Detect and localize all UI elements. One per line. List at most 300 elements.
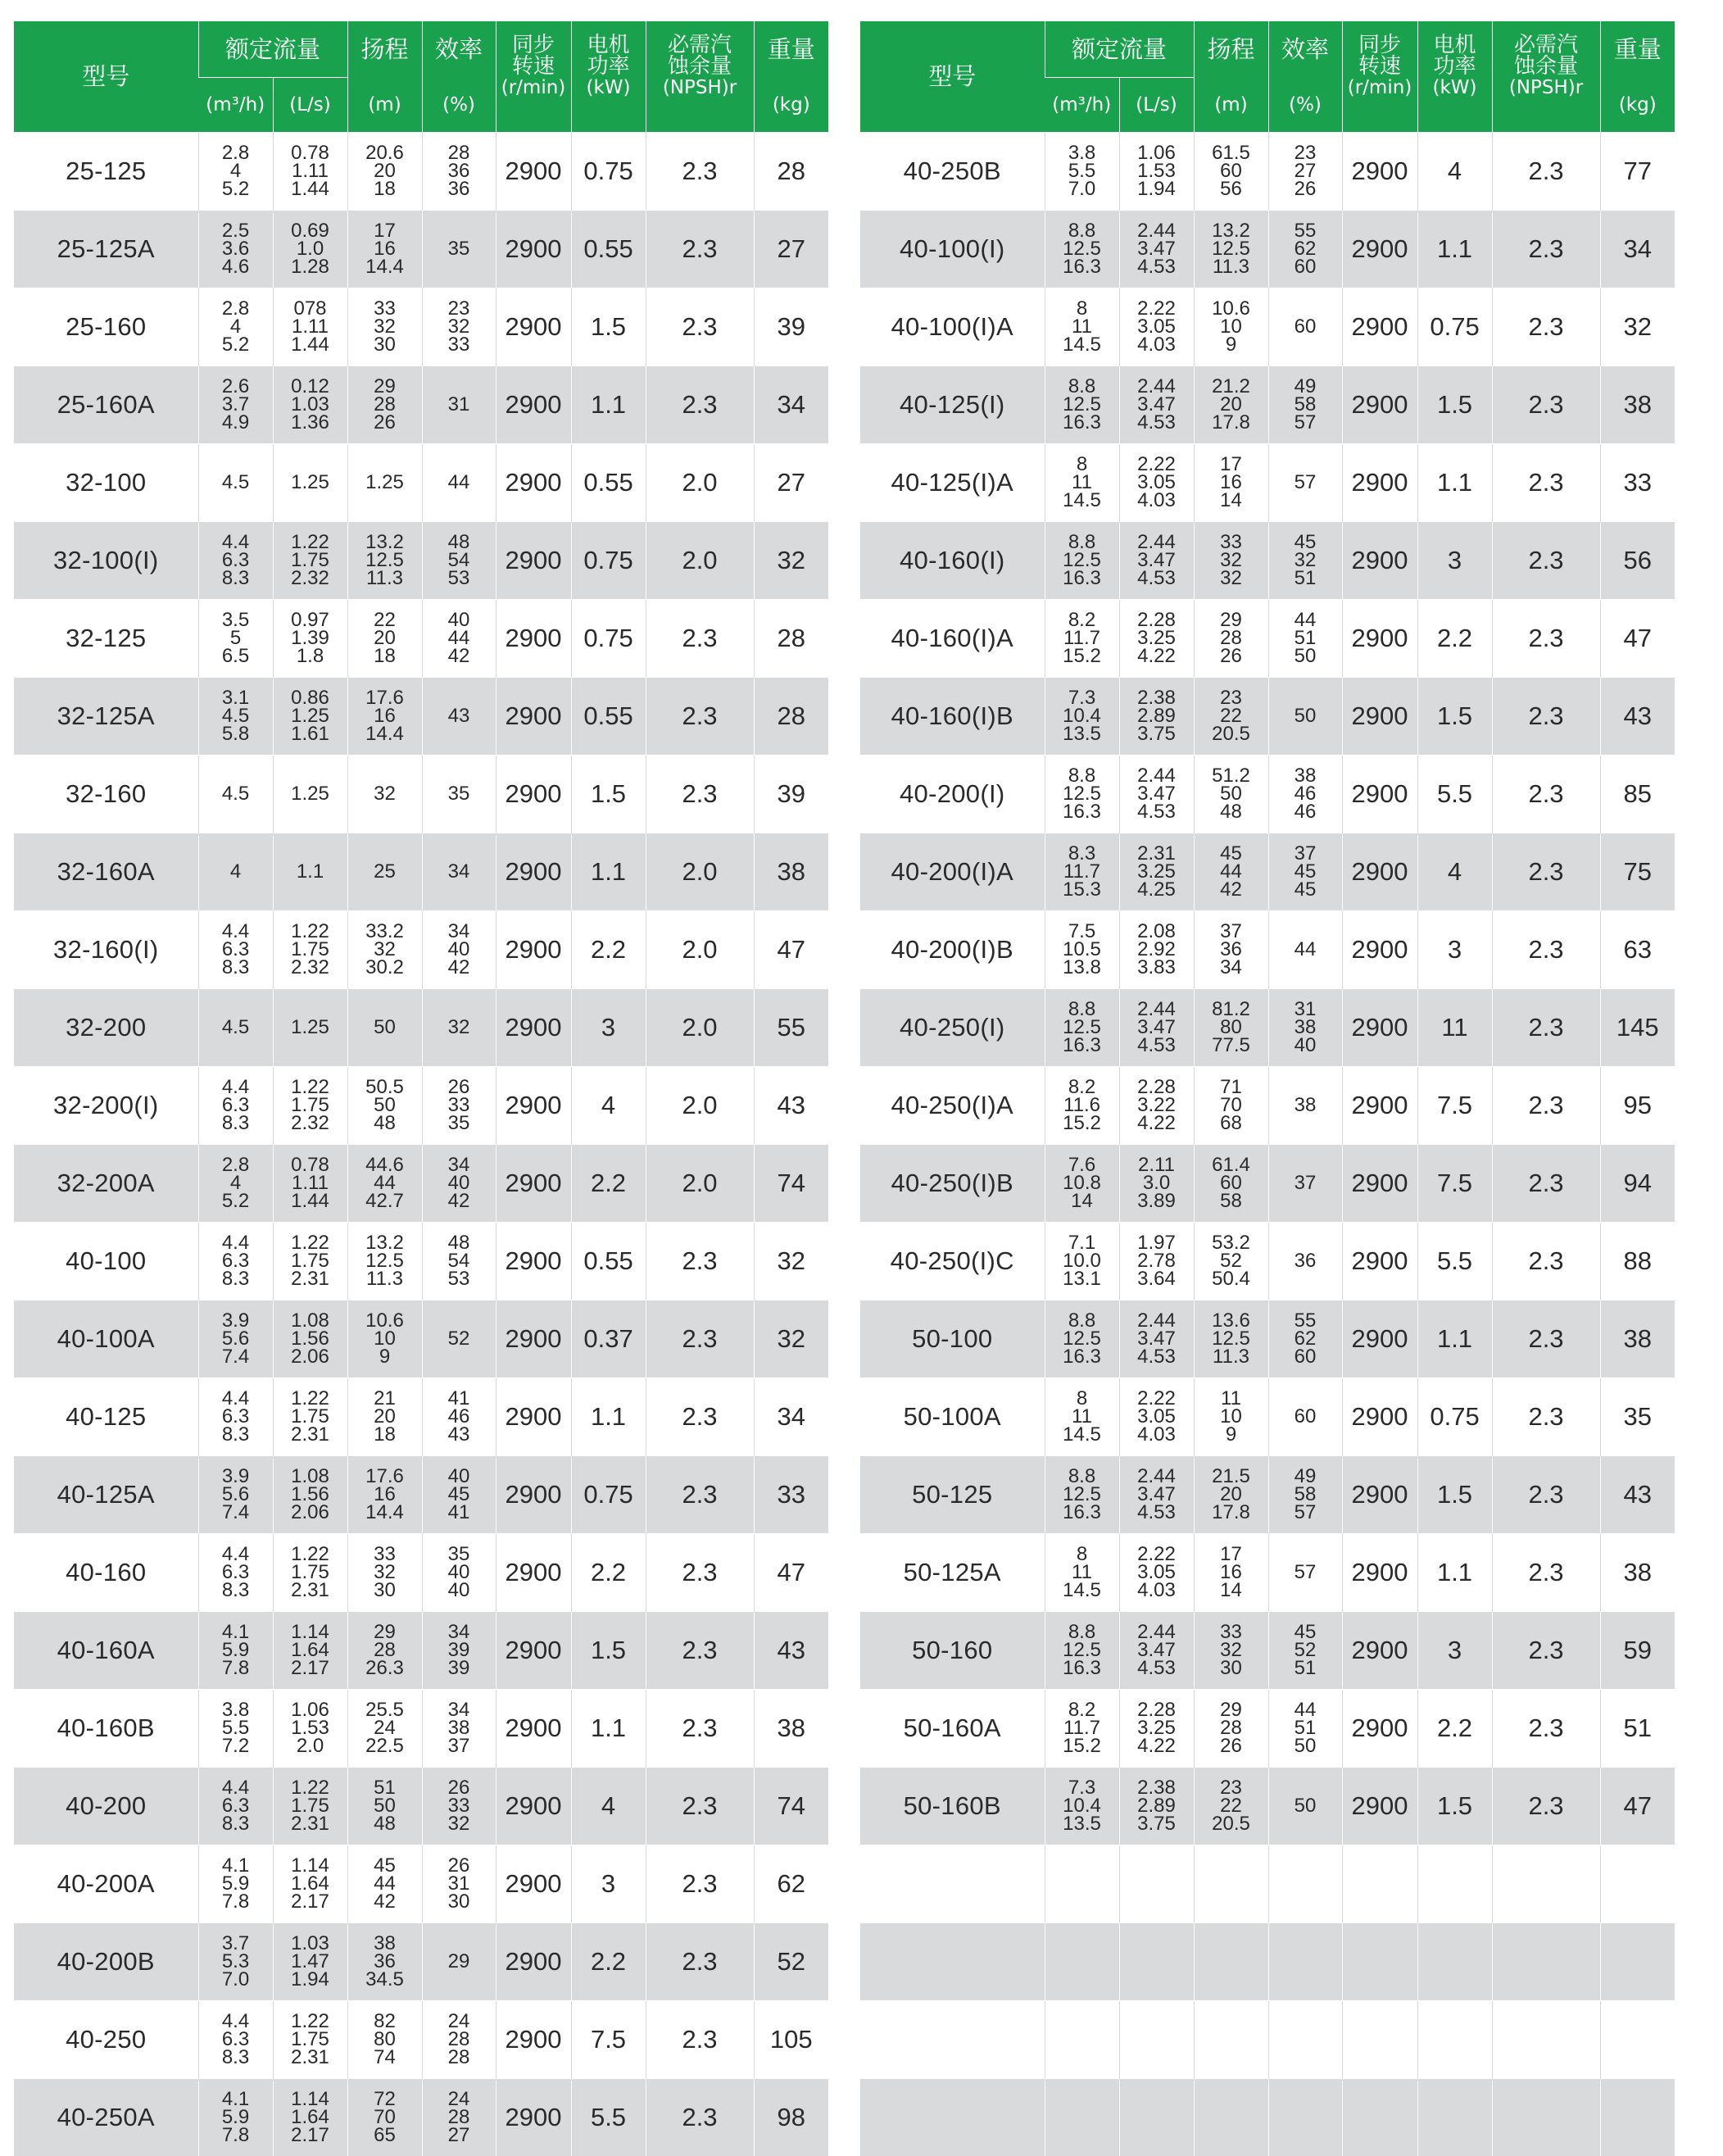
flow-m3h-cell-line: 6.3 — [199, 1096, 273, 1114]
empty-cell — [1342, 1845, 1417, 1923]
table-row — [860, 133, 1675, 211]
speed-cell: 2900 — [1342, 911, 1417, 989]
weight-cell: 63 — [1600, 911, 1675, 989]
power-cell: 0.55 — [571, 1223, 646, 1300]
flow-ls-cell-line: 4.53 — [1120, 1659, 1194, 1677]
flow-m3h-cell-line: 6.3 — [199, 1797, 273, 1815]
efficiency-cell — [422, 1223, 496, 1300]
header-model: 型号 — [860, 21, 1045, 133]
flow-ls-cell-line: 4.22 — [1120, 1737, 1194, 1755]
flow-ls-cell-line: 2.32 — [274, 959, 347, 977]
header-npsh-unit: (NPSH)r — [646, 79, 754, 98]
head-cell-line: 26 — [348, 414, 422, 432]
head-cell-line: 10.6 — [348, 1312, 422, 1330]
head-cell-line: 26.3 — [348, 1659, 422, 1677]
efficiency-cell — [1268, 600, 1342, 678]
flow-ls-cell-line: 2.78 — [1120, 1252, 1194, 1270]
weight-cell: 39 — [754, 288, 828, 366]
flow-m3h-cell-line: 8.8 — [1045, 1468, 1119, 1486]
head-cell — [347, 1768, 422, 1845]
flow-m3h-cell — [1045, 1456, 1119, 1534]
empty-cell — [1045, 1845, 1119, 1923]
head-cell-line: 9 — [348, 1348, 422, 1366]
head-cell-line: 10 — [1195, 318, 1268, 336]
flow-m3h-cell-line: 7.8 — [199, 1659, 273, 1677]
flow-m3h-cell-line: 7.2 — [199, 1737, 273, 1755]
head-cell — [347, 1300, 422, 1378]
empty-cell — [1417, 1845, 1492, 1923]
head-cell-line: 30 — [1195, 1659, 1268, 1677]
efficiency-cell-line: 55 — [1269, 222, 1342, 240]
efficiency-cell-line: 31 — [1269, 1001, 1342, 1019]
efficiency-cell-line: 40 — [423, 1582, 496, 1600]
flow-m3h-cell-line: 5.6 — [199, 1486, 273, 1504]
flow-m3h-cell-line: 12.5 — [1045, 1330, 1119, 1348]
flow-ls-cell: 1.25 — [273, 444, 347, 522]
flow-m3h-cell — [198, 1768, 273, 1845]
model-cell: 50-160A — [860, 1690, 1045, 1768]
flow-ls-cell — [1119, 1534, 1194, 1612]
flow-m3h-cell-line: 11 — [1045, 1408, 1119, 1426]
flow-m3h-cell-line: 5.2 — [199, 1192, 273, 1210]
head-cell-line: 33 — [348, 1546, 422, 1564]
flow-m3h-cell-line: 7.0 — [1045, 180, 1119, 198]
flow-m3h-cell: 4 — [198, 833, 273, 911]
flow-m3h-cell — [198, 911, 273, 989]
efficiency-cell-line: 48 — [423, 1234, 496, 1252]
flow-m3h-cell — [1045, 756, 1119, 833]
flow-ls-cell-line: 3.47 — [1120, 551, 1194, 570]
head-cell-line: 9 — [1195, 1426, 1268, 1444]
efficiency-cell-line: 33 — [423, 336, 496, 354]
flow-m3h-cell-line: 15.2 — [1045, 1737, 1119, 1755]
flow-ls-cell-line: 3.47 — [1120, 785, 1194, 803]
head-cell — [347, 2001, 422, 2079]
head-cell-line: 44 — [348, 1174, 422, 1192]
model-cell: 40-200 — [14, 1768, 198, 1845]
head-cell-line: 23 — [1195, 689, 1268, 707]
flow-m3h-cell-line: 4.4 — [199, 1546, 273, 1564]
power-cell: 0.75 — [571, 522, 646, 600]
head-cell-line: 30 — [348, 1582, 422, 1600]
model-cell: 25-125 — [14, 133, 198, 211]
npsh-cell: 2.3 — [1492, 1456, 1600, 1534]
flow-ls-cell-line: 0.97 — [274, 611, 347, 629]
flow-ls-cell-line: 3.22 — [1120, 1096, 1194, 1114]
flow-m3h-cell-line: 14.5 — [1045, 492, 1119, 510]
flow-ls-cell-line: 1.25 — [274, 707, 347, 725]
table-row — [860, 1690, 1675, 1768]
flow-ls-cell-line: 3.47 — [1120, 1641, 1194, 1659]
flow-m3h-cell — [198, 2079, 273, 2156]
power-cell: 0.37 — [571, 1300, 646, 1378]
flow-m3h-cell-line: 8 — [1045, 1546, 1119, 1564]
model-cell: 40-125A — [14, 1456, 198, 1534]
table-row — [14, 366, 828, 444]
flow-ls-cell — [273, 1067, 347, 1145]
power-cell: 7.5 — [571, 2001, 646, 2079]
header-speed-line2: 转速 — [496, 56, 571, 77]
npsh-cell: 2.3 — [646, 1768, 754, 1845]
empty-cell — [1417, 2001, 1492, 2079]
flow-ls-cell-line: 1.64 — [274, 2108, 347, 2126]
flow-m3h-cell — [198, 1067, 273, 1145]
flow-m3h-cell — [1045, 1612, 1119, 1690]
head-cell-line: 60 — [1195, 162, 1268, 180]
head-cell — [347, 600, 422, 678]
efficiency-cell-line: 51 — [1269, 629, 1342, 647]
flow-ls-cell-line: 1.03 — [274, 396, 347, 414]
flow-ls-cell-line: 0.69 — [274, 222, 347, 240]
weight-cell: 34 — [754, 1378, 828, 1456]
empty-cell — [1119, 1845, 1194, 1923]
efficiency-cell: 57 — [1268, 444, 1342, 522]
empty-cell — [1492, 2001, 1600, 2079]
flow-ls-cell-line: 1.22 — [274, 1234, 347, 1252]
model-cell: 40-200(I) — [860, 756, 1045, 833]
head-cell-line: 33.2 — [348, 923, 422, 941]
table-row — [14, 1768, 828, 1845]
flow-ls-cell-line: 0.78 — [274, 1156, 347, 1174]
efficiency-cell — [422, 1612, 496, 1690]
flow-m3h-cell-line: 6.3 — [199, 1408, 273, 1426]
empty-cell — [1417, 2079, 1492, 2156]
flow-m3h-cell-line: 7.8 — [199, 1893, 273, 1911]
head-cell — [347, 911, 422, 989]
flow-m3h-cell — [198, 1534, 273, 1612]
efficiency-cell-line: 40 — [423, 1174, 496, 1192]
head-cell — [1194, 366, 1268, 444]
flow-ls-cell-line: 3.25 — [1120, 629, 1194, 647]
weight-cell: 43 — [754, 1067, 828, 1145]
header-npsh — [1492, 21, 1600, 133]
head-cell-line: 32 — [1195, 551, 1268, 570]
flow-m3h-cell-line: 11.6 — [1045, 1096, 1119, 1114]
flow-m3h-cell-line: 3.8 — [1045, 144, 1119, 162]
table-row — [860, 444, 1675, 522]
flow-ls-cell — [1119, 678, 1194, 756]
power-cell: 1.1 — [1417, 211, 1492, 288]
empty-cell — [1194, 1923, 1268, 2001]
header-weight: 重量 — [754, 21, 828, 78]
flow-ls-cell-line: 1.53 — [1120, 162, 1194, 180]
head-cell-line: 25.5 — [348, 1701, 422, 1719]
flow-ls-cell — [273, 911, 347, 989]
efficiency-cell-line: 41 — [423, 1390, 496, 1408]
flow-ls-cell-line: 3.47 — [1120, 1330, 1194, 1348]
flow-m3h-cell-line: 2.8 — [199, 1156, 273, 1174]
power-cell: 3 — [1417, 911, 1492, 989]
flow-ls-cell-line: 2.44 — [1120, 1623, 1194, 1641]
efficiency-cell-line: 53 — [423, 1270, 496, 1288]
model-cell: 40-125 — [14, 1378, 198, 1456]
flow-m3h-cell-line: 10.0 — [1045, 1252, 1119, 1270]
flow-m3h-cell-line: 6.5 — [199, 647, 273, 665]
flow-m3h-cell-line: 12.5 — [1045, 1019, 1119, 1037]
speed-cell: 2900 — [496, 444, 571, 522]
efficiency-cell — [422, 600, 496, 678]
speed-cell: 2900 — [1342, 1456, 1417, 1534]
flow-m3h-cell: 4.5 — [198, 989, 273, 1067]
empty-cell — [1268, 2079, 1342, 2156]
efficiency-cell: 57 — [1268, 1534, 1342, 1612]
empty-cell — [1492, 1923, 1600, 2001]
efficiency-cell-line: 62 — [1269, 1330, 1342, 1348]
flow-m3h-cell-line: 15.3 — [1045, 881, 1119, 899]
model-cell: 32-100(I) — [14, 522, 198, 600]
head-cell-line: 34 — [1195, 959, 1268, 977]
npsh-cell: 2.3 — [1492, 600, 1600, 678]
head-cell-line: 12.5 — [348, 551, 422, 570]
flow-ls-cell — [1119, 989, 1194, 1067]
flow-m3h-cell-line: 8.2 — [1045, 1078, 1119, 1096]
weight-cell: 47 — [754, 911, 828, 989]
flow-m3h-cell-line: 5.3 — [199, 1953, 273, 1971]
speed-cell: 2900 — [496, 989, 571, 1067]
head-cell-line: 26 — [1195, 1737, 1268, 1755]
table-row — [14, 444, 828, 522]
model-cell: 40-250(I) — [860, 989, 1045, 1067]
header-npsh-line2: 蚀余量 — [646, 56, 754, 77]
flow-ls-cell-line: 2.44 — [1120, 222, 1194, 240]
flow-ls-cell-line: 1.11 — [274, 1174, 347, 1192]
flow-m3h-cell — [1045, 522, 1119, 600]
flow-ls-cell-line: 4.53 — [1120, 1348, 1194, 1366]
head-cell-line: 28 — [1195, 629, 1268, 647]
header-power-line1: 电机 — [1418, 34, 1492, 56]
npsh-cell: 2.3 — [646, 1612, 754, 1690]
header-speed-unit: (r/min) — [1343, 79, 1417, 98]
flow-ls-cell-line: 3.25 — [1120, 1719, 1194, 1737]
flow-m3h-cell-line: 15.2 — [1045, 1114, 1119, 1132]
table-row — [860, 1223, 1675, 1300]
flow-m3h-cell-line: 13.5 — [1045, 725, 1119, 743]
flow-m3h-cell — [198, 1845, 273, 1923]
head-cell-line: 71 — [1195, 1078, 1268, 1096]
flow-m3h-cell-line: 8.3 — [199, 570, 273, 588]
flow-m3h-cell — [1045, 1223, 1119, 1300]
head-cell-line: 16 — [348, 707, 422, 725]
flow-ls-cell-line: 0.86 — [274, 689, 347, 707]
flow-ls-cell-line: 2.38 — [1120, 689, 1194, 707]
head-cell — [1194, 756, 1268, 833]
flow-ls-cell-line: 1.44 — [274, 1192, 347, 1210]
efficiency-cell: 37 — [1268, 1145, 1342, 1223]
efficiency-cell-line: 51 — [1269, 1719, 1342, 1737]
flow-ls-cell — [273, 288, 347, 366]
model-cell: 40-100A — [14, 1300, 198, 1378]
flow-ls-cell-line: 4.22 — [1120, 647, 1194, 665]
flow-ls-cell-line: 2.31 — [274, 1270, 347, 1288]
flow-ls-cell-line: 1.03 — [274, 1935, 347, 1953]
speed-cell: 2900 — [496, 2001, 571, 2079]
power-cell: 0.75 — [571, 1456, 646, 1534]
head-cell-line: 17 — [1195, 1546, 1268, 1564]
model-cell: 40-250(I)C — [860, 1223, 1045, 1300]
head-cell-line: 20 — [1195, 1486, 1268, 1504]
flow-ls-cell — [1119, 1378, 1194, 1456]
flow-ls-cell — [1119, 756, 1194, 833]
flow-ls-cell — [1119, 1223, 1194, 1300]
head-cell-line: 48 — [1195, 803, 1268, 821]
head-cell — [1194, 911, 1268, 989]
npsh-cell: 2.0 — [646, 444, 754, 522]
model-cell: 40-250(I)A — [860, 1067, 1045, 1145]
flow-m3h-cell-line: 3.1 — [199, 689, 273, 707]
header-power-unit: (kW) — [1418, 79, 1492, 98]
flow-ls-cell-line: 1.75 — [274, 1797, 347, 1815]
head-cell-line: 50 — [1195, 785, 1268, 803]
efficiency-cell — [1268, 833, 1342, 911]
flow-ls-cell-line: 0.12 — [274, 378, 347, 396]
efficiency-cell: 36 — [1268, 1223, 1342, 1300]
head-cell-line: 10 — [348, 1330, 422, 1348]
head-cell-line: 51.2 — [1195, 767, 1268, 785]
flow-m3h-cell-line: 8.2 — [1045, 1701, 1119, 1719]
flow-m3h-cell — [198, 2001, 273, 2079]
weight-cell: 74 — [754, 1768, 828, 1845]
model-cell: 50-125 — [860, 1456, 1045, 1534]
flow-ls-cell-line: 2.17 — [274, 1893, 347, 1911]
efficiency-cell-line: 45 — [423, 1486, 496, 1504]
flow-m3h-cell — [1045, 911, 1119, 989]
model-cell: 40-160 — [14, 1534, 198, 1612]
power-cell: 1.5 — [571, 756, 646, 833]
head-cell — [347, 1456, 422, 1534]
head-cell-line: 21.5 — [1195, 1468, 1268, 1486]
table-row — [14, 756, 828, 833]
weight-cell: 52 — [754, 1923, 828, 2001]
weight-cell: 94 — [1600, 1145, 1675, 1223]
flow-ls-cell-line: 2.17 — [274, 2126, 347, 2145]
flow-m3h-cell — [1045, 1378, 1119, 1456]
flow-m3h-cell-line: 3.7 — [199, 1935, 273, 1953]
flow-m3h-cell — [1045, 288, 1119, 366]
power-cell: 3 — [1417, 1612, 1492, 1690]
weight-cell: 39 — [754, 756, 828, 833]
empty-cell — [1268, 1923, 1342, 2001]
empty-cell — [860, 1923, 1045, 2001]
head-cell-line: 32 — [348, 941, 422, 959]
npsh-cell: 2.3 — [646, 1845, 754, 1923]
flow-ls-cell — [1119, 1768, 1194, 1845]
flow-m3h-cell — [198, 211, 273, 288]
speed-cell: 2900 — [496, 133, 571, 211]
speed-cell: 2900 — [496, 2079, 571, 2156]
flow-ls-cell — [1119, 133, 1194, 211]
head-cell — [347, 1534, 422, 1612]
head-cell-line: 22.5 — [348, 1737, 422, 1755]
flow-ls-cell — [273, 678, 347, 756]
power-cell: 4 — [1417, 833, 1492, 911]
head-cell — [1194, 678, 1268, 756]
flow-ls-cell-line: 3.83 — [1120, 959, 1194, 977]
flow-ls-cell-line: 1.22 — [274, 923, 347, 941]
flow-m3h-cell-line: 6.3 — [199, 941, 273, 959]
empty-table-row — [860, 2079, 1675, 2156]
npsh-cell: 2.0 — [646, 911, 754, 989]
flow-m3h-cell — [1045, 1690, 1119, 1768]
flow-m3h-cell-line: 11 — [1045, 318, 1119, 336]
flow-m3h-cell-line: 7.8 — [199, 2126, 273, 2145]
model-cell: 40-250A — [14, 2079, 198, 2156]
efficiency-cell-line: 26 — [423, 1779, 496, 1797]
flow-m3h-cell-line: 4.6 — [199, 258, 273, 276]
flow-ls-cell — [273, 1768, 347, 1845]
flow-ls-cell — [273, 133, 347, 211]
efficiency-cell-line: 40 — [423, 941, 496, 959]
head-cell-line: 20 — [348, 1408, 422, 1426]
head-cell-line: 45 — [348, 1857, 422, 1875]
power-cell: 5.5 — [1417, 756, 1492, 833]
power-cell: 0.75 — [1417, 1378, 1492, 1456]
efficiency-cell-line: 58 — [1269, 396, 1342, 414]
table-row — [14, 1378, 828, 1456]
npsh-cell: 2.0 — [646, 833, 754, 911]
head-cell — [347, 1690, 422, 1768]
flow-ls-cell — [273, 211, 347, 288]
flow-ls-cell-line: 4.25 — [1120, 881, 1194, 899]
flow-ls-cell — [1119, 1612, 1194, 1690]
efficiency-cell-line: 23 — [423, 300, 496, 318]
weight-cell: 85 — [1600, 756, 1675, 833]
npsh-cell: 2.3 — [646, 366, 754, 444]
efficiency-cell-line: 44 — [1269, 611, 1342, 629]
weight-cell: 28 — [754, 133, 828, 211]
header-power — [1417, 21, 1492, 133]
flow-ls-cell-line: 2.28 — [1120, 611, 1194, 629]
efficiency-cell-line: 45 — [1269, 533, 1342, 551]
speed-cell: 2900 — [496, 211, 571, 288]
header-speed-line2: 转速 — [1343, 56, 1417, 77]
pump-spec-table-left — [14, 21, 828, 2156]
flow-ls-cell — [1119, 833, 1194, 911]
empty-cell — [1119, 2079, 1194, 2156]
flow-m3h-cell-line: 3.8 — [199, 1701, 273, 1719]
efficiency-cell-line: 26 — [1269, 180, 1342, 198]
table-row — [860, 1534, 1675, 1612]
flow-ls-cell — [1119, 1690, 1194, 1768]
flow-ls-cell-line: 2.44 — [1120, 533, 1194, 551]
flow-ls-cell-line: 1.97 — [1120, 1234, 1194, 1252]
head-cell-line: 36 — [348, 1953, 422, 1971]
weight-cell: 77 — [1600, 133, 1675, 211]
speed-cell: 2900 — [496, 1456, 571, 1534]
flow-m3h-cell-line: 16.3 — [1045, 258, 1119, 276]
head-cell — [1194, 1690, 1268, 1768]
weight-cell: 32 — [754, 1300, 828, 1378]
power-cell: 4 — [1417, 133, 1492, 211]
efficiency-cell-line: 45 — [1269, 863, 1342, 881]
efficiency-cell-line: 28 — [423, 144, 496, 162]
efficiency-cell — [422, 1690, 496, 1768]
empty-cell — [1492, 2079, 1600, 2156]
flow-ls-cell-line: 4.53 — [1120, 1504, 1194, 1522]
flow-m3h-cell-line: 5.9 — [199, 1641, 273, 1659]
speed-cell: 2900 — [496, 1300, 571, 1378]
efficiency-cell — [1268, 211, 1342, 288]
table-row — [14, 522, 828, 600]
head-cell-line: 32 — [1195, 1641, 1268, 1659]
flow-m3h-cell-line: 4.5 — [199, 707, 273, 725]
flow-m3h-cell — [1045, 1768, 1119, 1845]
header-head-unit: (m) — [347, 78, 422, 133]
npsh-cell: 2.3 — [1492, 522, 1600, 600]
speed-cell: 2900 — [1342, 1145, 1417, 1223]
table-row — [14, 678, 828, 756]
head-cell-line: 65 — [348, 2126, 422, 2145]
flow-ls-cell — [1119, 1145, 1194, 1223]
